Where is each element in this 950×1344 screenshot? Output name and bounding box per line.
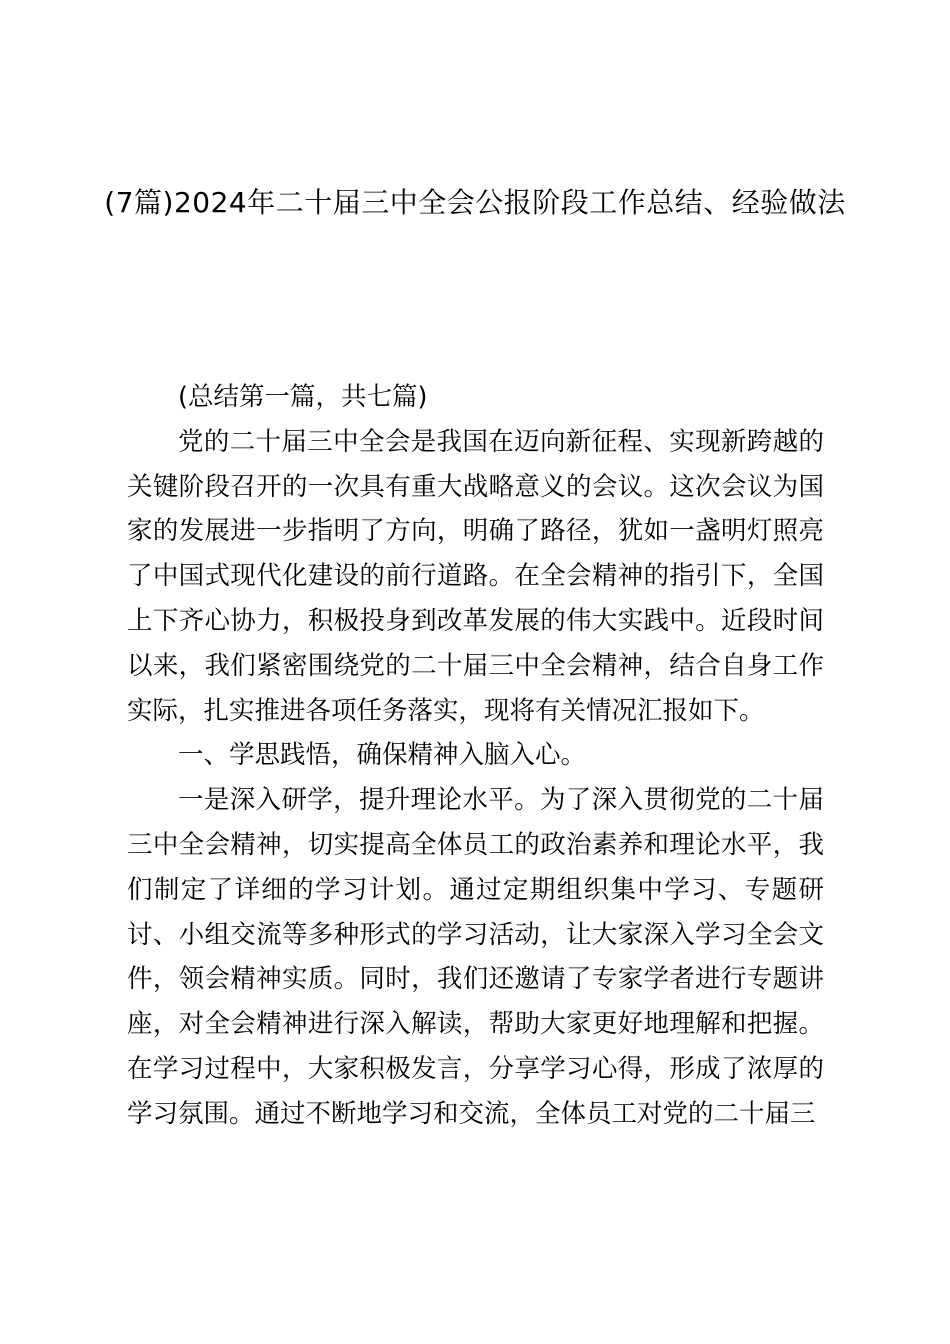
document-body: [127, 375, 824, 1137]
section-heading-1: 一、学思践悟，确保精神入脑入心。: [178, 740, 587, 771]
paragraph-intro: 党的二十届三中全会是我国在迈向新征程、实现新跨越的关键阶段召开的一次具有重大战略意义的会议。这次会议为国家的发展进一步指明了方向，明确了路径，犹如一盏明灯照亮了中国式现代化建设的前行道路。在全会精神的指引下，全国上下齐心协力，积极投身到改革发展的伟大实践中。近段时间以来，我们紧密围绕党的二十届三中全会精神，结合自身工作实际，扎实推进各项任务落实，现将有关情况汇报如下。: [127, 426, 824, 726]
paragraph-study: 一是深入研学，提升理论水平。为了深入贯彻党的二十届三中全会精神，切实提高全体员工的政治素养和理论水平，我们制定了详细的学习计划。通过定期组织集中学习、专题研讨、小组交流等多种形式的学习活动，让大家深入学习全会文件，领会精神实质。同时，我们还邀请了专家学者进行专题讲座，对全会精神进行深入解读，帮助大家更好地理解和把握。在学习过程中，大家积极发言，分享学习心得，形成了浓厚的学习氛围。通过不断地学习和交流，全体员工对党的二十届三: [127, 785, 824, 1129]
paragraph-series-note: (总结第一篇，共七篇): [178, 382, 428, 412]
document-title: (7篇)2024年二十届三中全会公报阶段工作总结、经验做法: [104, 186, 846, 219]
